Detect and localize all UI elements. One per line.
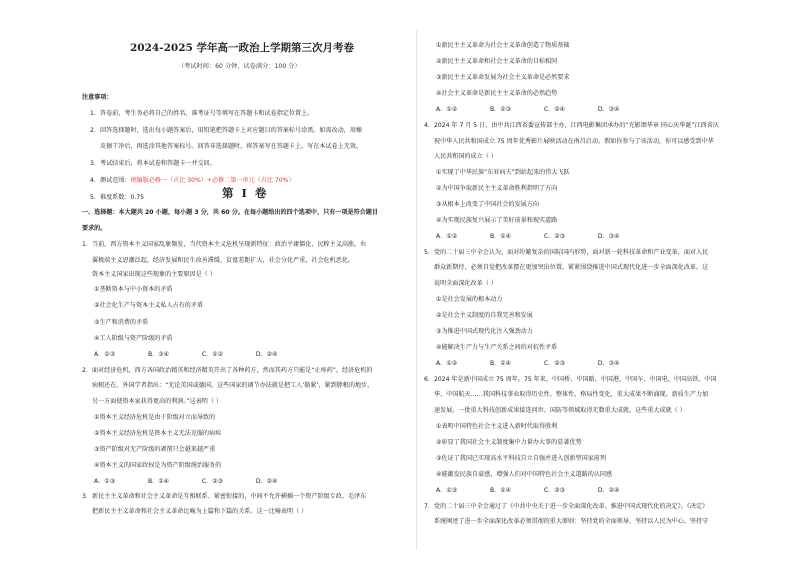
q3-stem-2: 把新民主主义革命和社会主义革命比喻为上篇和下篇的关系。这一比喻表明（ ） [92, 508, 308, 515]
q6-stem-1: 6．2024 年是新中国成立 75 周年。75 年来，中国桥、中国路、中国港、中国车、中国电、中国高铁、中国 [424, 376, 717, 383]
q1-choice-c[interactable]: C．①② [201, 351, 224, 358]
q6-option-4: ④能激发民族自豪感，增强人们对中国特色社会主义道路的认同感 [436, 471, 613, 478]
left-column [82, 0, 408, 562]
q6-option-2: ②彰显了我国社会主义制度集中力量办大事的显著优势 [436, 439, 582, 446]
q2-choice-d[interactable]: D．②④ [255, 478, 278, 485]
q3-choice-c[interactable]: C．②④ [543, 106, 566, 113]
q2-stem-3: 另一方面使资本家获得更高的利润。”这表明（ ） [92, 398, 223, 405]
q4-stem-3: 人民共和国的成立（ ） [434, 153, 497, 160]
q1-stem-3: 资本主义国家出现这些现象的主要原因是（ ） [92, 271, 216, 278]
q6-choice-d[interactable]: D．②④ [597, 487, 620, 494]
q3-choice-d[interactable]: D．③④ [597, 106, 620, 113]
q2-stem-2: 病根还在。外国学者指出：“无论美国或德国，这些国家的调节办法就是把工人‘勒紧’，紧到脖根的地步， [92, 382, 374, 389]
q7-stem-2: 系统阐述了进一步全面深化改革必须贯彻的重大原则：坚持党的全面领导、坚持以人民为中心、坚持守 [434, 518, 709, 525]
q5-choice-c[interactable]: C．②③ [543, 360, 566, 367]
q4-choice-d[interactable]: D．③④ [597, 233, 620, 240]
q5-choice-d[interactable]: D．③④ [597, 360, 620, 367]
q2-option-1: ①资本主义经济危机是由于阶级对立而导致的 [94, 414, 216, 421]
q2-choice-b[interactable]: B．①④ [147, 478, 170, 485]
q2-option-3: ③资产阶级对无产阶级的剥削只会越来越严重 [94, 446, 216, 453]
q4-option-4: ④为实现民族复兴展示了美好前景和现实道路 [436, 217, 558, 224]
q1-option-1: ①垄断资本与中小资本的矛盾 [94, 286, 173, 293]
q4-stem-1: 4．2024 年 7 月 5 日，由中共江西省委宣传部主办，江西电影集团承办的“光影颂华章 同心庆华诞”江西省庆 [424, 122, 719, 129]
q4-choice-b[interactable]: B．①④ [489, 233, 512, 240]
q3-option-2: ②新民主主义革命和社会主义革命的目标相同 [436, 58, 558, 65]
note-3: 3．考试结束后，将本试卷和答题卡一并交回。 [90, 160, 216, 167]
q1-choices [94, 351, 308, 359]
q6-stem-3: 速发展，一批重大科技创新成果接连问世、国防等领域取得无数重大成就。这些重大成就（ ） [434, 407, 686, 414]
q5-choice-a[interactable]: A．①② [436, 360, 458, 367]
q6-stem-2: 华、中国航天……我国科技事业取得历史性、整体性、格局性变化，重大成果不断涌现、新质生产力加 [434, 391, 709, 398]
q2-choice-a[interactable]: A．①③ [94, 478, 116, 485]
exam-title: 2024-2025 学年高一政治上学期第三次月考卷 [130, 42, 354, 54]
q4-choice-c[interactable]: C．②③ [543, 233, 566, 240]
right-column [424, 0, 754, 562]
q6-option-1: ①表明中国特色社会主义进入新时代取得胜利 [436, 423, 558, 430]
q1-choice-d[interactable]: D．②④ [255, 351, 278, 358]
q4-choices [436, 233, 650, 241]
q1-choice-b[interactable]: B．③④ [147, 351, 170, 358]
q2-option-4: ④资本主义的国家政权是为资产阶级统治服务的 [94, 462, 222, 469]
q5-stem-1: 5．党的二十届三中全会认为，面对纷繁复杂的国际国内形势，面对新一轮科技革命和产业变革，面对人民 [424, 249, 709, 256]
q4-option-1: ①实现了中华民族“东亚病夫”到站起来的伟大飞跃 [436, 169, 570, 176]
section-instruction-cont: 要求的。 [82, 225, 107, 232]
q1-option-4: ④工人阶级与资产阶级的矛盾 [94, 335, 173, 342]
q5-option-1: ①是社会发展的根本动力 [436, 296, 503, 303]
scope-prefix: 4．测试范围： [90, 177, 131, 184]
note-2-cont: 皮擦干净后，再选涂其他答案标号。回答非选择题时，将答案写在答题卡上。写在本试卷上无效。 [100, 143, 363, 150]
q4-stem-2: 祝中华人民共和国成立 75 周年优秀影片展映活动在南昌启动。假如你参与了该活动，你可以感受到中华 [434, 138, 714, 145]
q3-option-4: ④社会主义革命是新民主主义革命的必然趋势 [436, 90, 558, 97]
q2-stem-1: 2．面对经济危机，西方各国政治精英和经济精英开出了各种药方，然而其药方只能是“止疼药”，经济危机的 [82, 367, 373, 374]
q5-choices [436, 360, 650, 368]
section-title: 第 I 卷 [222, 186, 269, 200]
q5-option-4: ④能解决生产力与生产关系之间的对抗性矛盾 [436, 344, 558, 351]
q5-stem-2: 群众新期待，必须自觉把改革摆在更加突出位置，紧紧围绕推进中国式现代化进一步全面深化改革。这 [434, 264, 709, 271]
q3-choice-a[interactable]: A．①② [436, 106, 458, 113]
q3-choice-b[interactable]: B．①③ [489, 106, 512, 113]
scope-value: 统编版必修一（占比 30%）+必修二第一单元（占比 70%） [130, 177, 295, 184]
note-5: 5．难度系数：0.75 [90, 194, 145, 201]
q3-stem-1: 3．新民主主义革命和社会主义革命是互相联系、紧密衔接的，中间不允许横插一个资产阶级专政。毛泽东 [82, 493, 367, 500]
q5-choice-b[interactable]: B．①④ [489, 360, 512, 367]
note-4 [90, 177, 295, 185]
q6-choices [436, 487, 650, 495]
q6-option-3: ③佐证了我国已实现高水平科技自立自强并进入创新型国家前列 [436, 455, 606, 462]
q6-choice-b[interactable]: B．①④ [489, 487, 512, 494]
notes-heading: 注意事项： [82, 94, 113, 101]
q2-choice-c[interactable]: C．②③ [201, 478, 224, 485]
column-divider [416, 30, 417, 550]
q4-option-2: ②为中国争取新民主主义革命胜利指明了方向 [436, 185, 558, 192]
q1-option-3: ③生产和消费的矛盾 [94, 319, 149, 326]
q1-stem-1: 1．当前，西方资本主义国家乱象频发，当代资本主义危机呈现新特征：政治平庸僵化，民粹主义高涨，右 [82, 241, 367, 248]
exam-subtitle: （考试时间：60 分钟，试卷满分：100 分） [178, 63, 301, 70]
note-2: 2．回答选择题时，选出每小题答案后，用铅笔把答题卡上对应题目的答案标号涂黑。如需改动，用橡 [90, 127, 363, 134]
q3-option-3: ③新民主主义革命发展为社会主义革命是必然要求 [436, 74, 570, 81]
q4-choice-a[interactable]: A．①② [436, 233, 458, 240]
q5-option-3: ③为推进中国式现代化注入强劲动力 [436, 328, 533, 335]
q5-option-2: ②是社会主义制度的自我完善和发展 [436, 312, 533, 319]
q4-option-3: ③从根本上改变了中国社会的发展方向 [436, 201, 539, 208]
q3-choices [436, 106, 650, 114]
q1-stem-2: 翼极端主义思潮泛起，经济发展和民生改善滞缓，贫富差距扩大，社会分化严重，社会危机恶化。 [92, 257, 355, 264]
q3-option-1: ①新民主主义革命为社会主义革命创造了物质基础 [436, 42, 570, 49]
q2-option-2: ②资本主义经济危机是资本主义无法克服的病疾 [94, 430, 222, 437]
q2-choices [94, 478, 308, 486]
q7-stem-1: 7．党的二十届三中全会通过了《中共中央关于进一步全面深化改革、推进中国式现代化的决定》。《决定》 [424, 503, 709, 510]
section-instruction: 一、选择题：本大题共 20 小题，每小题 3 分，共 60 分。在每小题给出的四个选项中，只有一项是符合题目 [82, 209, 378, 216]
q5-stem-3: 说明全面深化改革（ ） [434, 280, 497, 287]
q1-option-2: ②社会化生产与资本主义私人占有的矛盾 [94, 302, 204, 309]
q6-choice-c[interactable]: C．②③ [543, 487, 566, 494]
q6-choice-a[interactable]: A．①③ [436, 487, 458, 494]
q1-choice-a[interactable]: A．①③ [94, 351, 116, 358]
note-1: 1．答卷前，考生务必将自己的姓名、准考证号等填写在答题卡和试卷指定位置上。 [90, 110, 314, 117]
